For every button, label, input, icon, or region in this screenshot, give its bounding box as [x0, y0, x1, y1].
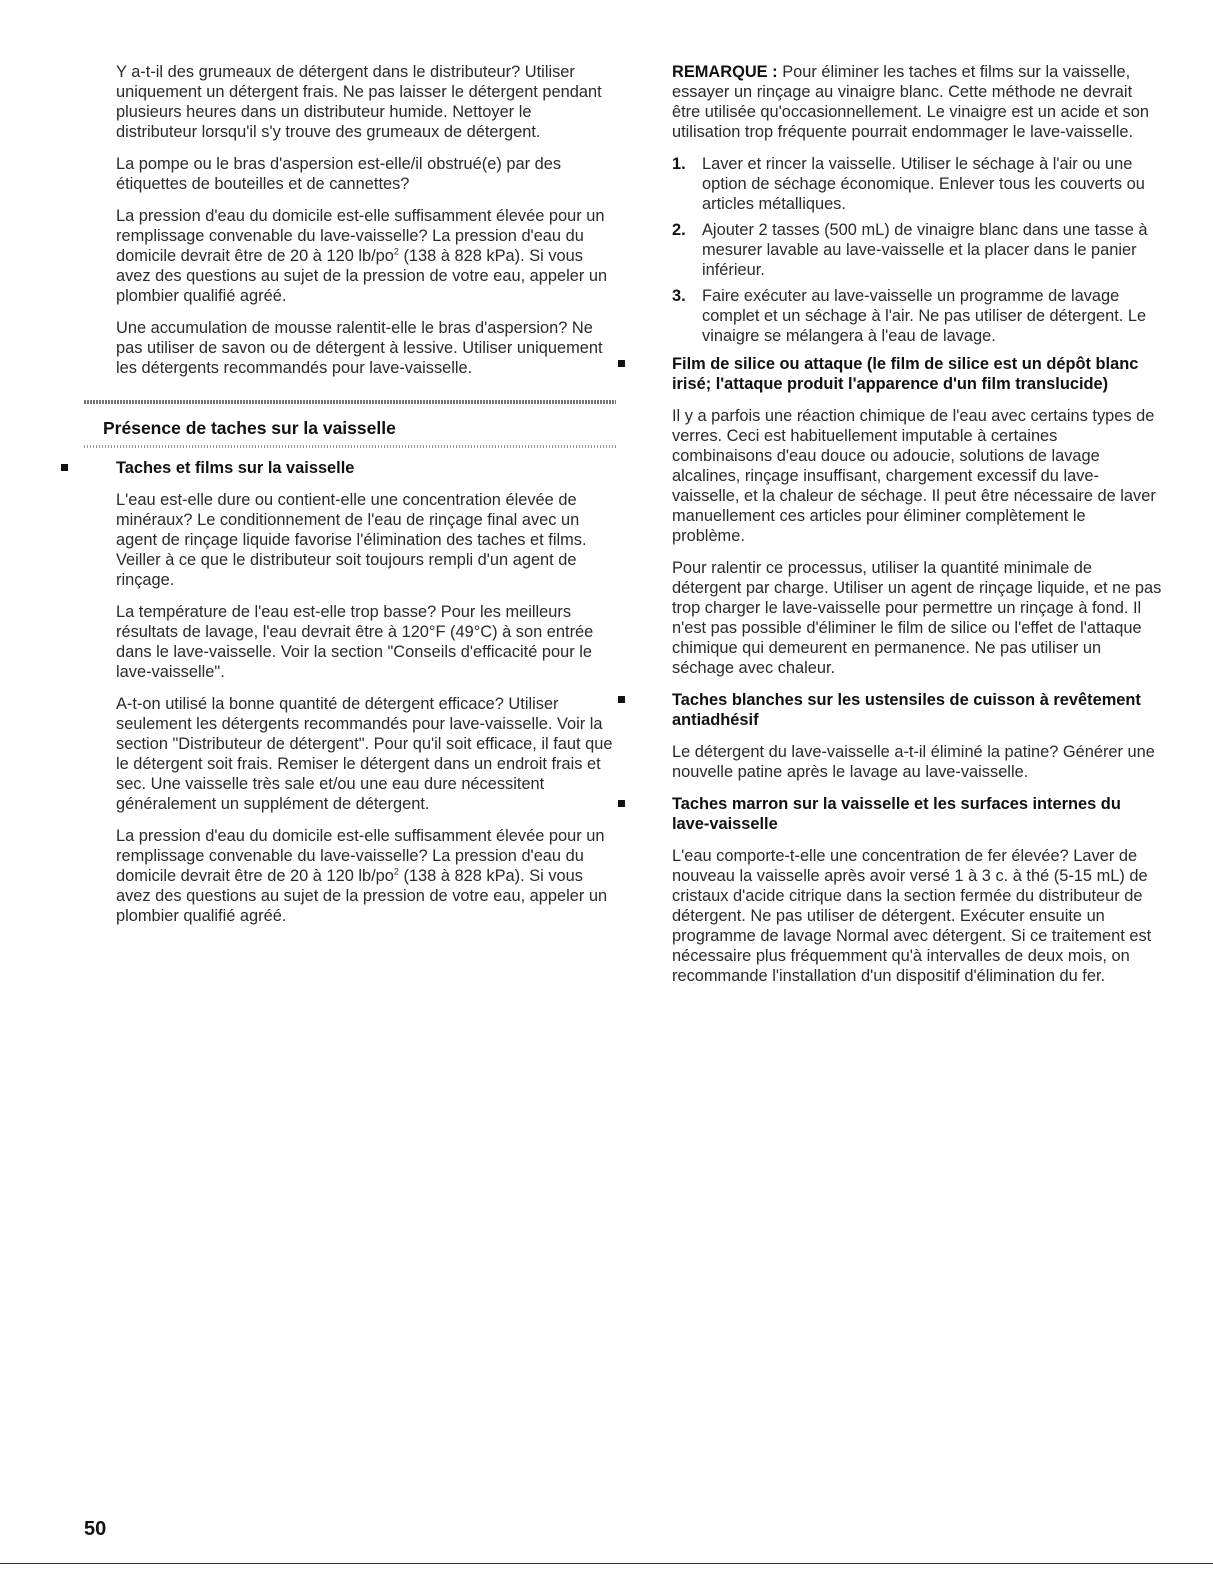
remark-label: REMARQUE : — [672, 63, 778, 81]
step-item — [672, 220, 1162, 280]
remark-text: Pour éliminer les taches et films sur la vaisselle, essayer un rinçage au vinaigre blanc. Cette méthode ne devrait être utilisée qu'occasionnellement. Le vinaigre est un acide et son utilisation trop fréquente pourrait endommager le lave-vaisselle. — [672, 63, 1149, 141]
page-number: 50 — [84, 1518, 107, 1540]
step-text: Ajouter 2 tasses (500 mL) de vinaigre blanc dans une tasse à mesurer lavable au lave-vaisselle et la placer dans le panier inférieur. — [702, 221, 1148, 279]
right-column — [672, 62, 1162, 998]
bullet-heading-silica — [672, 354, 1162, 394]
superscript: 2 — [393, 246, 399, 257]
step-item — [672, 286, 1162, 346]
bullet-square-icon — [618, 696, 625, 703]
pressure-tail: (138 à 828 kPa). Si vous avez des questions au sujet de la pression de votre eau, appeler un plombier qualifié agréé. — [116, 247, 608, 305]
silica-paragraph-2: Pour ralentir ce processus, utiliser la quantité minimale de détergent par charge. Utiliser un agent de rinçage liquide, et ne pas trop charger le lave-vaisselle pour permettre un rinçage à fond. Il n'est pas possible d'éliminer le film de silice ou l'effet de l'attaque chimique qui demeurent en permanence. Ne pas utiliser un séchage avec chaleur. — [672, 559, 1162, 677]
step-number: 2. — [672, 221, 686, 239]
step-text: Laver et rincer la vaisselle. Utiliser le séchage à l'air ou une option de séchage économique. Enlever tous les couverts ou articles métalliques. — [702, 155, 1145, 213]
footer-divider — [0, 1563, 1213, 1564]
section-divider-bottom — [84, 445, 616, 448]
bullet-heading-text: Taches marron sur la vaisselle et les surfaces internes du lave-vaisselle — [672, 795, 1121, 833]
bullet-heading-text: Film de silice ou attaque (le film de silice est un dépôt blanc irisé; l'attaque produit l'apparence d'un film translucide) — [672, 355, 1139, 393]
vinegar-steps-list — [672, 154, 1162, 346]
bullet-heading-spots-films — [116, 458, 616, 478]
water-pressure-paragraph-2 — [116, 826, 616, 926]
section-divider-top — [84, 400, 616, 404]
bullet-heading-text: Taches et films sur la vaisselle — [116, 459, 355, 477]
superscript: 2 — [393, 866, 399, 877]
bullet-square-icon — [618, 800, 625, 807]
brown-stains-paragraph: L'eau comporte-t-elle une concentration de fer élevée? Laver de nouveau la vaisselle après avoir versé 1 à 3 c. à thé (5-15 mL) de cristaux d'acide citrique dans la section fermée du distributeur de détergent. Ne pas utiliser de détergent. Exécuter ensuite un programme de lavage Normal avec détergent. Si ce traitement est nécessaire plus fréquemment qu'à intervalles de deux mois, on recommande l'installation d'un dispositif d'élimination du fer. — [672, 847, 1152, 985]
bullet-heading-text: Taches blanches sur les ustensiles de cuisson à revêtement antiadhésif — [672, 691, 1141, 729]
section-title: Présence de taches sur la vaisselle — [103, 418, 396, 438]
bullet-heading-white-spots — [672, 690, 1162, 730]
silica-paragraph-1: Il y a parfois une réaction chimique de l'eau avec certains types de verres. Ceci est habituellement imputable à certaines combinaisons d'eau douce ou adoucie, solutions de lavage alcalines, rinçage insuffisant, chargement excessif du lave-vaisselle, et la chaleur de séchage. Il peut être nécessaire de laver manuellement ces articles pour éliminer complètement le problème. — [672, 407, 1156, 545]
white-spots-paragraph: Le détergent du lave-vaisselle a-t-il éliminé la patine? Générer une nouvelle patine après le lavage au lave-vaisselle. — [672, 743, 1155, 781]
left-column — [103, 62, 616, 938]
step-number: 1. — [672, 155, 686, 173]
temperature-paragraph: La température de l'eau est-elle trop basse? Pour les meilleurs résultats de lavage, l'eau devrait être à 120°F (49°C) à son entrée dans le lave-vaisselle. Voir la section "Conseils d'efficacité pour le lave-vaisselle". — [116, 603, 594, 681]
pressure-text: La pression d'eau du domicile est-elle suffisamment élevée pour un remplissage convenable du lave-vaisselle? La pression d'eau du domicile devrait être de 20 à 120 lb/po — [116, 827, 605, 885]
bullet-square-icon — [61, 464, 68, 471]
step-item — [672, 154, 1162, 214]
pressure-text: La pression d'eau du domicile est-elle suffisamment élevée pour un remplissage convenable du lave-vaisselle? La pression d'eau du domicile devrait être de 20 à 120 lb/po — [116, 207, 605, 265]
bullet-square-icon — [618, 360, 625, 367]
intro-paragraph-2: La pompe ou le bras d'aspersion est-elle/il obstrué(e) par des étiquettes de bouteilles et de cannettes? — [116, 155, 562, 193]
step-text: Faire exécuter au lave-vaisselle un programme de lavage complet et un séchage à l'air. Ne pas utiliser de détergent. Le vinaigre se mélangera à l'eau de lavage. — [702, 287, 1147, 345]
hard-water-paragraph: L'eau est-elle dure ou contient-elle une concentration élevée de minéraux? Le conditionnement de l'eau de rinçage final avec un agent de rinçage liquide favorise l'élimination des taches et films. Veiller à ce que le distributeur soit toujours rempli d'un agent de rinçage. — [116, 491, 587, 589]
bullet-heading-brown-stains — [672, 794, 1162, 834]
step-number: 3. — [672, 287, 686, 305]
remark-paragraph — [672, 62, 1162, 142]
foam-paragraph: Une accumulation de mousse ralentit-elle le bras d'aspersion? Ne pas utiliser de savon ou de détergent à lessive. Utiliser uniquement les détergents recommandés pour lave-vaisselle. — [116, 319, 603, 377]
detergent-paragraph: A-t-on utilisé la bonne quantité de détergent efficace? Utiliser seulement les détergents recommandés pour lave-vaisselle. Voir la section "Distributeur de détergent". Pour qu'il soit efficace, il faut que le détergent soit frais. Remiser le détergent dans un endroit frais et sec. Une vaisselle très sale et/ou une eau dure nécessitent généralement un supplément de détergent. — [116, 695, 613, 813]
intro-paragraph-1: Y a-t-il des grumeaux de détergent dans le distributeur? Utiliser uniquement un détergent frais. Ne pas laisser le détergent pendant plusieurs heures dans un distributeur humide. Nettoyer le distributeur lorsqu'il s'y trouve des grumeaux de détergent. — [116, 63, 602, 141]
pressure-tail: (138 à 828 kPa). Si vous avez des questions au sujet de la pression de votre eau, appeler un plombier qualifié agréé. — [116, 867, 608, 925]
water-pressure-paragraph-1 — [116, 206, 616, 306]
